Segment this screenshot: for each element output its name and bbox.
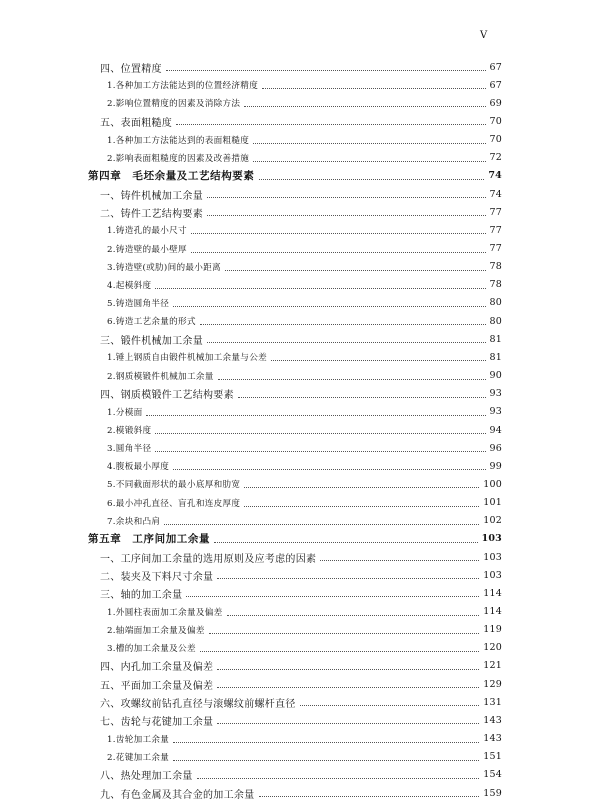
toc-entry-title: 八、热处理加工余量: [100, 771, 193, 783]
toc-entry: [100, 58, 502, 76]
toc-entry: [100, 330, 502, 348]
toc-entry: [100, 566, 502, 584]
dot-leader: [217, 668, 479, 670]
toc-entry: [100, 675, 502, 693]
dot-leader: [244, 505, 479, 507]
toc-entry-page: 70: [489, 134, 502, 146]
dot-leader: [191, 251, 486, 253]
toc-entry: [107, 475, 502, 493]
dot-leader: [173, 468, 485, 470]
toc-entry: [107, 312, 502, 330]
toc-entry: [107, 748, 502, 766]
toc-entry-title: 7.余块和凸肩: [107, 516, 161, 527]
toc-entry: [107, 221, 502, 239]
toc-entry: [107, 730, 502, 748]
toc-entry-title: 六、攻螺纹前钻孔直径与滚螺纹前螺杆直径: [100, 698, 296, 710]
toc-entry: [107, 149, 502, 167]
toc-entry-title: 2.影响表面粗糙度的因素及改善措施: [107, 153, 250, 164]
toc-entry-title: 四、位置精度: [100, 63, 162, 75]
toc-entry-title: 1.各种加工方法能达到的位置经济精度: [107, 81, 259, 92]
toc-entry: [100, 784, 502, 802]
toc-entry: [107, 94, 502, 112]
toc-entry: [107, 258, 502, 276]
toc-entry-page: 93: [489, 388, 502, 400]
toc-entry-page: 77: [489, 206, 502, 218]
dot-leader: [217, 722, 479, 724]
toc-entry-title: 3.槽的加工余量及公差: [107, 643, 196, 654]
dot-leader: [244, 486, 479, 488]
toc-entry: [107, 403, 502, 421]
toc-entry-page: 151: [483, 751, 502, 763]
toc-entry-page: 143: [483, 714, 502, 726]
toc-entry: [107, 512, 502, 530]
toc-entry-page: 74: [489, 188, 502, 200]
dot-leader: [225, 269, 486, 271]
toc-entry: [100, 693, 502, 711]
toc-entry: [107, 131, 502, 149]
toc-entry-title: 一、工序间加工余量的选用原则及应考虑的因素: [100, 553, 317, 565]
toc-entry-page: 101: [483, 497, 502, 509]
toc-entry: [107, 348, 502, 366]
dot-leader: [173, 759, 479, 761]
toc-entry-title: 2.影响位置精度的因素及消除方法: [107, 99, 241, 110]
toc-entry-title: 五、平面加工余量及偏差: [100, 680, 214, 692]
toc-entry-title: 4.起模斜度: [107, 280, 152, 291]
toc-chapter-entry: [88, 167, 502, 185]
toc-entry-title: 四、内孔加工余量及偏差: [100, 662, 214, 674]
toc-entry-title: 5.铸造圆角半径: [107, 298, 170, 309]
dot-leader: [155, 287, 485, 289]
toc-entry-page: 119: [483, 624, 502, 636]
toc-entry-page: 74: [488, 170, 502, 182]
toc-entry: [100, 185, 502, 203]
toc-entry: [100, 203, 502, 221]
toc-entry-title: 1.锤上钢质自由锻件机械加工余量与公差: [107, 353, 267, 364]
toc-entry: [107, 494, 502, 512]
toc-entry-page: 81: [489, 351, 502, 363]
toc-entry: [107, 240, 502, 258]
toc-entry-page: 80: [489, 315, 502, 327]
toc-entry-title: 2.模锻斜度: [107, 426, 152, 436]
toc-entry-title: 6.铸造工艺余量的形式: [107, 317, 196, 328]
toc-entry-title: 2.钢质模锻件机械加工余量: [107, 371, 214, 382]
dot-leader: [217, 577, 479, 579]
toc-entry-page: 78: [489, 261, 502, 273]
dot-leader: [166, 69, 486, 71]
toc-entry-title: 1.铸造孔的最小尺寸: [107, 226, 187, 237]
dot-leader: [155, 432, 485, 434]
dot-leader: [259, 178, 485, 180]
dot-leader: [155, 450, 485, 452]
toc-entry: [100, 657, 502, 675]
dot-leader: [200, 650, 479, 652]
dot-leader: [271, 359, 486, 361]
toc-entry-page: 120: [483, 642, 502, 654]
dot-leader: [146, 414, 485, 416]
toc-entry: [107, 294, 502, 312]
toc-entry-page: 99: [489, 460, 502, 472]
toc-entry: [107, 639, 502, 657]
toc-entry-title: 三、锻件机械加工余量: [100, 335, 203, 347]
toc-entry-title: 6.最小冲孔直径、盲孔和连皮厚度: [107, 498, 241, 509]
toc-entry-title: 2.轴端面加工余量及偏差: [107, 625, 205, 636]
toc-entry-page: 103: [483, 569, 502, 581]
toc-entry-page: 102: [483, 515, 502, 527]
dot-leader: [214, 541, 477, 543]
toc-entry-page: 77: [489, 243, 502, 254]
dot-leader: [227, 614, 480, 616]
toc-entry: [100, 112, 502, 130]
toc-entry-title: 1.各种加工方法能达到的表面粗糙度: [107, 135, 250, 146]
toc-entry-page: 90: [489, 370, 502, 382]
toc-entry-title: 1.分模面: [107, 407, 143, 418]
toc-chapter-entry: [88, 530, 502, 548]
toc-entry-title: 九、有色金属及其合金的加工余量: [100, 789, 255, 801]
dot-leader: [207, 196, 486, 198]
toc-entry-page: 121: [483, 660, 502, 672]
toc-entry-page: 159: [483, 787, 502, 799]
toc-entry: [107, 76, 502, 94]
dot-leader: [253, 160, 485, 162]
toc-entry-page: 70: [489, 115, 502, 127]
toc-entry-title: 四、钢质模锻件工艺结构要素: [100, 390, 234, 402]
toc-entry: [107, 439, 502, 457]
toc-entry: [107, 621, 502, 639]
toc-entry: [107, 276, 502, 294]
dot-leader: [262, 87, 485, 89]
toc-entry: [100, 766, 502, 784]
dot-leader: [176, 123, 485, 125]
dot-leader: [244, 105, 485, 107]
dot-leader: [238, 396, 486, 398]
toc-entry-title: 二、装夹及下料尺寸余量: [100, 571, 214, 583]
toc-entry-page: 100: [483, 478, 502, 490]
dot-leader: [164, 523, 479, 525]
toc-entry: [100, 711, 502, 729]
toc-entry-page: 69: [489, 97, 502, 109]
dot-leader: [186, 595, 479, 597]
dot-leader: [300, 704, 480, 706]
dot-leader: [217, 686, 479, 688]
dot-leader: [200, 323, 486, 325]
toc-entry-title: 2.铸造壁的最小壁厚: [107, 244, 187, 255]
toc-entry-title: 第四章 毛坯余量及工艺结构要素: [88, 170, 255, 183]
toc-entry: [107, 603, 502, 621]
toc-entry-page: 81: [489, 333, 502, 345]
toc-entry-title: 2.花键加工余量: [107, 752, 170, 763]
toc-entry-title: 一、铸件机械加工余量: [100, 190, 203, 202]
dot-leader: [253, 142, 485, 144]
toc-entry-page: 72: [489, 152, 502, 164]
toc-entry-page: 78: [489, 279, 502, 291]
dot-leader: [320, 559, 479, 561]
toc-entry-page: 77: [489, 224, 502, 236]
toc-entry: [107, 421, 502, 439]
toc-entry: [100, 385, 502, 403]
toc-entry-page: 103: [481, 533, 502, 545]
toc-entry-page: 154: [483, 769, 502, 781]
toc-entry-title: 七、齿轮与花键加工余量: [100, 716, 214, 728]
toc-entry: [100, 548, 502, 566]
toc-entry-page: 114: [483, 606, 502, 617]
toc-entry-page: 103: [483, 551, 502, 563]
dot-leader: [173, 305, 485, 307]
dot-leader: [207, 341, 486, 343]
toc-entry-page: 93: [489, 406, 502, 418]
toc-entry-page: 114: [483, 587, 502, 599]
dot-leader: [197, 777, 480, 779]
toc-entry-title: 4.腹板最小厚度: [107, 462, 170, 473]
toc-entry-title: 1.齿轮加工余量: [107, 734, 170, 745]
page-number: V: [480, 30, 488, 41]
toc-entry-title: 第五章 工序间加工余量: [88, 533, 211, 546]
toc-entry-title: 五、表面粗糙度: [100, 117, 173, 129]
toc-entry-title: 3.铸造壁(或肋)间的最小距离: [107, 262, 221, 273]
dot-leader: [218, 378, 486, 380]
toc-entry-page: 94: [489, 424, 502, 436]
dot-leader: [207, 214, 486, 216]
toc-entry-title: 二、铸件工艺结构要素: [100, 208, 203, 220]
toc-entry: [107, 367, 502, 385]
toc-entry-page: 67: [489, 61, 502, 73]
toc-entry-page: 131: [483, 696, 502, 708]
dot-leader: [259, 795, 480, 797]
toc-entry-page: 129: [483, 678, 502, 690]
toc-entry-title: 5.不同截面形状的最小底厚和肋宽: [107, 480, 241, 491]
dot-leader: [173, 741, 479, 743]
toc-entry-page: 96: [489, 442, 502, 454]
toc-entry-page: 143: [483, 733, 502, 745]
toc-entry-title: 3.圆角半径: [107, 444, 152, 455]
toc-entry-title: 1.外圆柱表面加工余量及偏差: [107, 607, 223, 618]
toc-entry: [107, 457, 502, 475]
toc-entry-page: 67: [489, 79, 502, 91]
dot-leader: [191, 232, 486, 234]
toc-entry-title: 三、轴的加工余量: [100, 589, 183, 601]
dot-leader: [209, 632, 480, 634]
toc-entry-page: 80: [489, 297, 502, 309]
toc-entry: [100, 584, 502, 602]
